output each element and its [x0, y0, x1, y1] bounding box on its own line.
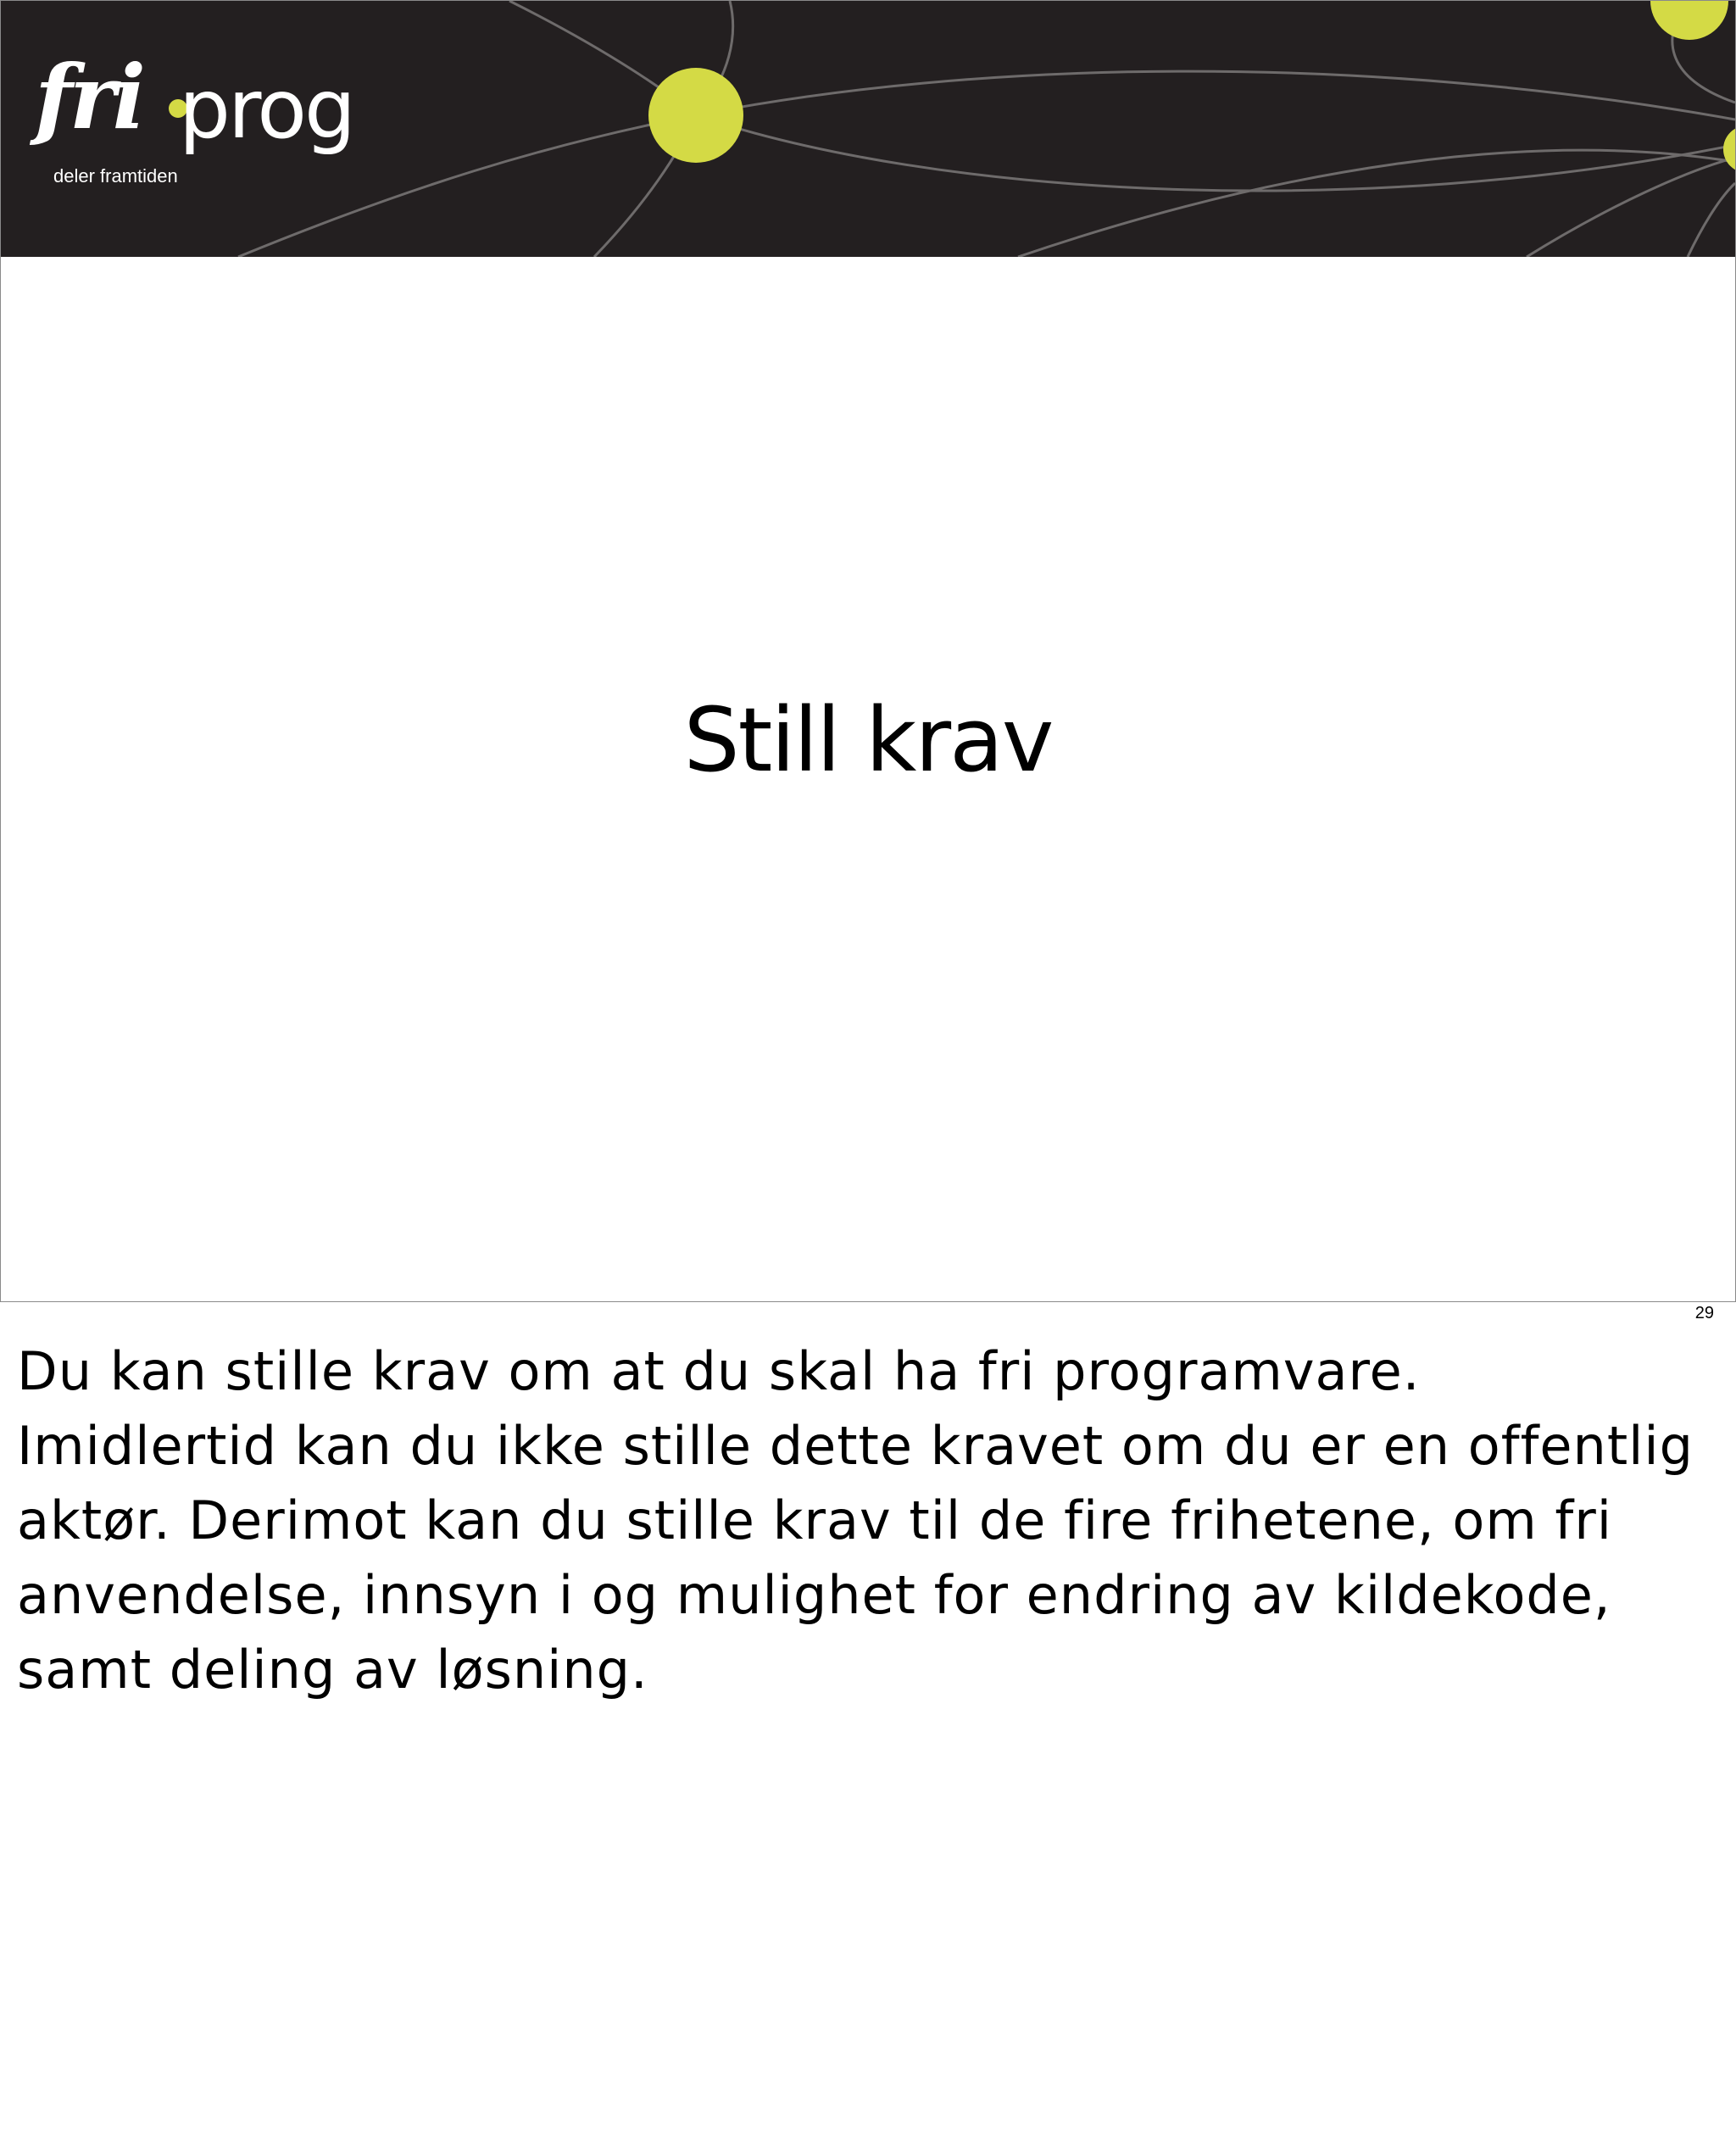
accent-node — [1650, 1, 1728, 40]
network-line — [696, 71, 1735, 120]
slide-header — [1, 1, 1735, 257]
network-line — [696, 115, 1735, 191]
logo-tagline: deler framtiden — [53, 165, 178, 187]
network-line — [1688, 183, 1735, 257]
accent-node — [1723, 125, 1735, 173]
slide-title: Still krav — [683, 688, 1053, 792]
page-number: 29 — [1694, 1304, 1714, 1322]
network-line — [1018, 150, 1735, 257]
fri-prog-logo — [35, 45, 357, 198]
logo-fri-text: fri — [35, 45, 143, 149]
speaker-notes: Du kan stille krav om at du skal ha fri programvare. Imidlertid kan du ikke stille dette kravet om du er en offentlig aktør. Derimot kan du stille krav til de fire frihetene, om fri anvendelse, innsyn i og mulighet for endring av kildekode, samt deling av løsning. — [17, 1340, 1694, 1701]
accent-node — [648, 68, 743, 163]
logo-prog-text: prog — [179, 62, 353, 157]
